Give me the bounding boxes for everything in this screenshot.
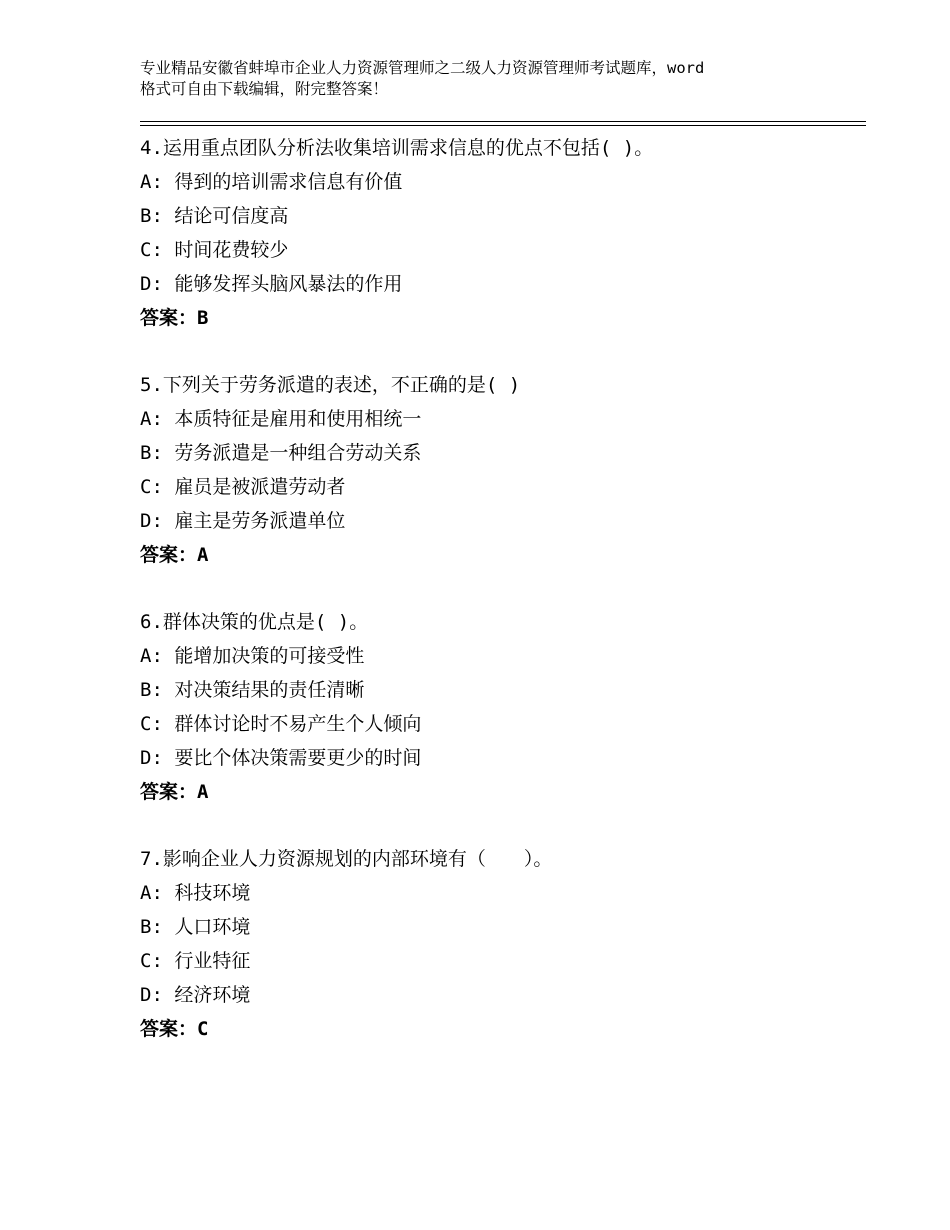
- answer-value: C: [197, 1018, 209, 1040]
- answer-value: A: [197, 544, 209, 566]
- answer-line: [140, 775, 866, 809]
- question-stem: 6.群体决策的优点是( )。: [140, 611, 369, 633]
- answer-value: B: [197, 307, 209, 329]
- option-b: B: 结论可信度高: [140, 205, 289, 227]
- answer-label: 答案：: [140, 1018, 198, 1040]
- answer-line: [140, 538, 866, 572]
- header-line-2: 格式可自由下载编辑，附完整答案！: [140, 80, 389, 98]
- option-c: C: 行业特征: [140, 950, 251, 972]
- header-divider: [140, 121, 866, 126]
- answer-line: [140, 1012, 866, 1046]
- question-list: [140, 131, 866, 1079]
- option-b: B: 对决策结果的责任清晰: [140, 679, 365, 701]
- question-stem: 5.下列关于劳务派遣的表述，不正确的是( ): [140, 374, 521, 396]
- answer-label: 答案：: [140, 781, 198, 803]
- option-d: D: 能够发挥头脑风暴法的作用: [140, 273, 403, 295]
- question-6: [140, 605, 866, 809]
- option-c: C: 群体讨论时不易产生个人倾向: [140, 713, 422, 735]
- option-b: B: 劳务派遣是一种组合劳动关系: [140, 442, 422, 464]
- option-c: C: 雇员是被派遣劳动者: [140, 476, 346, 498]
- option-d: D: 要比个体决策需要更少的时间: [140, 747, 422, 769]
- option-d: D: 经济环境: [140, 984, 251, 1006]
- header-line-1: 专业精品安徽省蚌埠市企业人力资源管理师之二级人力资源管理师考试题库，word: [140, 59, 705, 77]
- option-a: A: 得到的培训需求信息有价值: [140, 171, 403, 193]
- option-d: D: 雇主是劳务派遣单位: [140, 510, 346, 532]
- option-a: A: 科技环境: [140, 882, 251, 904]
- option-c: C: 时间花费较少: [140, 239, 289, 261]
- question-stem: 4.运用重点团队分析法收集培训需求信息的优点不包括( )。: [140, 137, 654, 159]
- question-4: [140, 131, 866, 335]
- answer-line: [140, 301, 866, 335]
- answer-label: 答案：: [140, 544, 198, 566]
- question-5: [140, 368, 866, 572]
- question-7: [140, 842, 866, 1046]
- question-stem: 7.影响企业人力资源规划的内部环境有（ ）。: [140, 848, 553, 870]
- option-b: B: 人口环境: [140, 916, 251, 938]
- document-header: [140, 58, 840, 100]
- answer-value: A: [197, 781, 209, 803]
- option-a: A: 本质特征是雇用和使用相统一: [140, 408, 422, 430]
- answer-label: 答案：: [140, 307, 198, 329]
- option-a: A: 能增加决策的可接受性: [140, 645, 365, 667]
